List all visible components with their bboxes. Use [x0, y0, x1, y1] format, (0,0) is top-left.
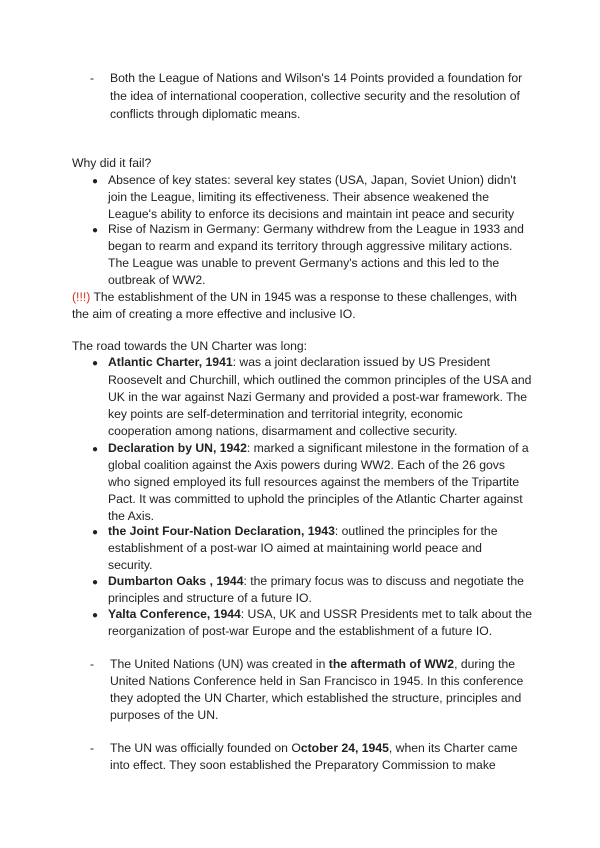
- text-line: United Nations Conference held in San Francisco in 1945. In this conference: [110, 674, 524, 688]
- text-line: global coalition against the Axis powers during WW2. Each of the 26 govs: [108, 458, 505, 472]
- section-heading: Why did it fail?: [72, 156, 152, 170]
- text-line: the idea of international cooperation, collective security and the resolution of: [110, 89, 520, 103]
- note-line: (!!!) The establishment of the UN in 1945 was a response to these challenges, with: [72, 290, 517, 304]
- bullet-marker: ●: [92, 358, 99, 369]
- text-line: The League was unable to prevent Germany's actions and this led to the: [108, 256, 500, 270]
- bullet-marker: ●: [92, 577, 99, 588]
- text-line: who signed employed its full resources against the members of the Tripartite: [108, 475, 520, 489]
- bullet-marker: ●: [92, 225, 99, 236]
- text-line: principles and structure of a future IO.: [108, 591, 312, 605]
- bullet-marker: ●: [92, 527, 99, 538]
- dash-marker: -: [90, 657, 95, 671]
- text-line: Yalta Conference, 1944: USA, UK and USSR Presidents met to talk about the: [108, 607, 533, 621]
- text-line: The UN was officially founded on October 24, 1945, when its Charter came: [110, 741, 518, 755]
- text-line: into effect. They soon established the Preparatory Commission to make: [110, 758, 496, 772]
- bullet-marker: ●: [92, 444, 99, 455]
- text-line: establishment of a post-war IO aimed at maintaining world peace and: [108, 541, 482, 555]
- bullet-marker: ●: [92, 610, 99, 621]
- text-line: Roosevelt and Churchill, which outlined the common principles of the USA and: [108, 373, 532, 387]
- text-line: cooperation among nations, disarmament and collective security.: [108, 424, 458, 438]
- text-line: Dumbarton Oaks , 1944: the primary focus was to discuss and negotiate the: [108, 574, 524, 588]
- text-line: reorganization of post-war Europe and the establishment of a future IO.: [108, 624, 493, 638]
- text-line: join the League, limiting its effectiveness. Their absence weakened the: [108, 190, 489, 204]
- text-line: they adopted the UN Charter, which established the structure, principles and: [110, 691, 522, 705]
- text-line: Both the League of Nations and Wilson's 14 Points provided a foundation for: [110, 71, 523, 85]
- text-line: UK in the war against Nazi Germany and provided a post-war framework. The: [108, 390, 528, 404]
- section-heading: The road towards the UN Charter was long:: [72, 339, 308, 353]
- text-line: Rise of Nazism in Germany: Germany withdrew from the League in 1933 and: [108, 222, 524, 236]
- dash-marker: -: [90, 71, 95, 85]
- text-line: the Joint Four-Nation Declaration, 1943: outlined the principles for the: [108, 524, 498, 538]
- text-line: conflicts through diplomatic means.: [110, 107, 301, 121]
- alert-mark: (!!!): [72, 290, 91, 304]
- text-line: Absence of key states: several key states (USA, Japan, Soviet Union) didn't: [108, 173, 517, 187]
- text-line: began to rearm and expand its territory through aggressive military actions.: [108, 239, 513, 253]
- text-line: the aim of creating a more effective and inclusive IO.: [72, 307, 356, 321]
- text-line: League's ability to enforce its decisions and maintain int peace and security: [108, 207, 515, 221]
- bullet-marker: ●: [92, 176, 99, 187]
- text-line: The United Nations (UN) was created in the aftermath of WW2, during the: [110, 657, 516, 671]
- text-line: Declaration by UN, 1942: marked a significant milestone in the formation of a: [108, 441, 529, 455]
- dash-marker: -: [90, 741, 95, 755]
- text-line: key points are self-determination and territorial integrity, economic: [108, 407, 463, 421]
- text-line: Pact. It was committed to uphold the principles of the Atlantic Charter against: [108, 492, 523, 506]
- text-line: purposes of the UN.: [110, 708, 219, 722]
- text-line: Atlantic Charter, 1941: was a joint declaration issued by US President: [108, 355, 491, 369]
- text-line: outbreak of WW2.: [108, 273, 206, 287]
- text-line: security.: [108, 558, 153, 572]
- text-line: the Axis.: [108, 509, 155, 523]
